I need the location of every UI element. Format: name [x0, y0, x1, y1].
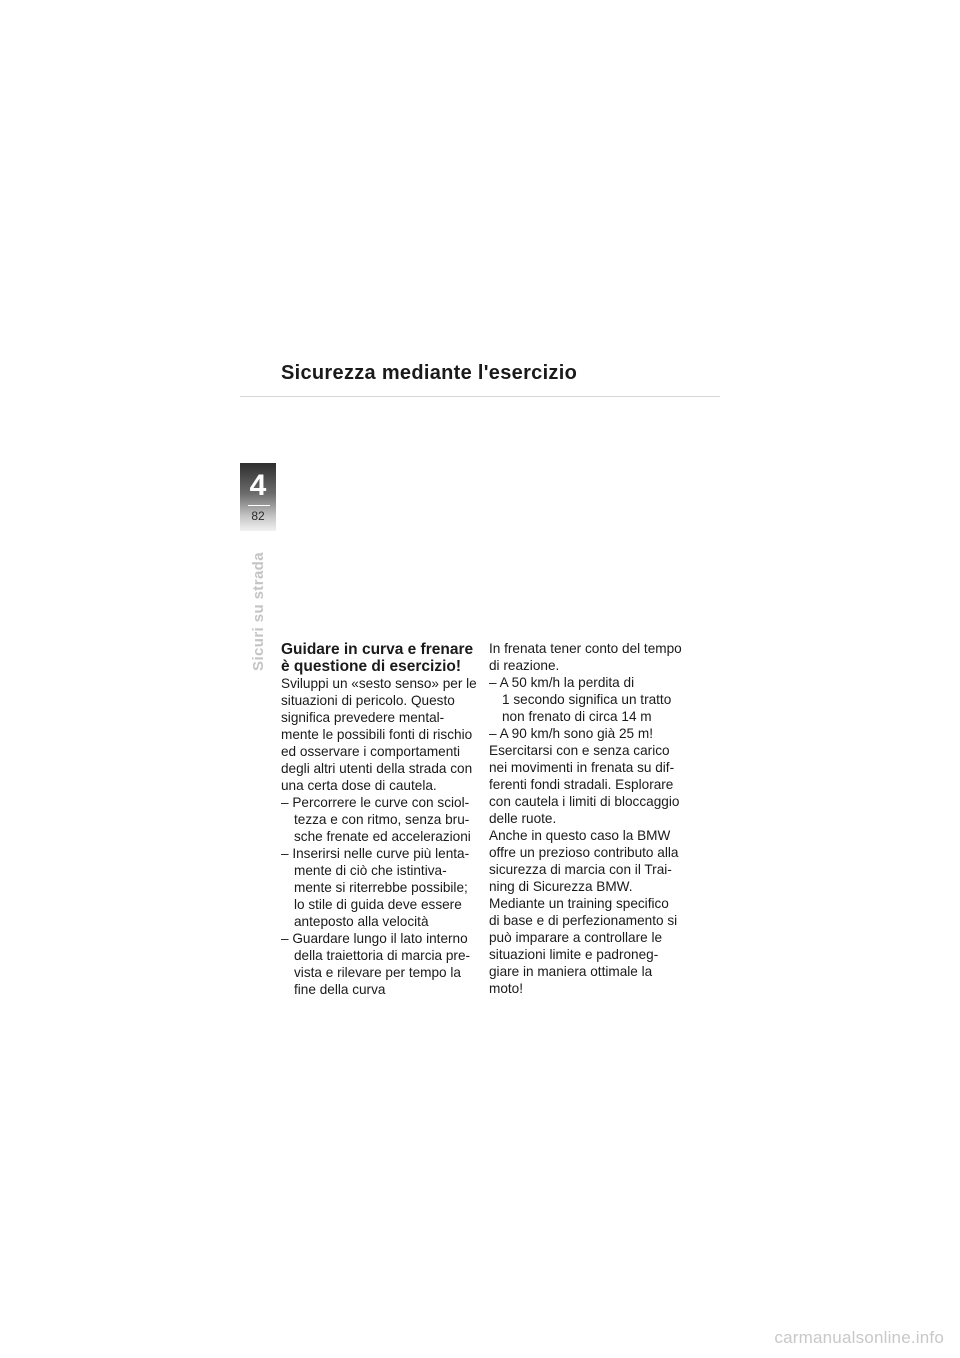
- section-heading: [281, 641, 481, 675]
- chapter-tab: [240, 463, 276, 531]
- list-item-first-line: – Percorrere le curve con sciol-: [281, 795, 470, 810]
- right-column: [489, 640, 689, 997]
- list-item-line: lo stile di guida deve essere: [294, 897, 462, 912]
- list-item: [281, 845, 481, 930]
- text-line: di base e di perfezionamento si: [489, 913, 678, 928]
- list-item: [281, 794, 481, 845]
- list-item-line: mente si riterrebbe possibile;: [294, 880, 468, 895]
- text-line: con cautela i limiti di bloccaggio: [489, 794, 680, 809]
- text-line: non frenato di circa 14 m: [502, 709, 652, 724]
- chapter-divider: [248, 505, 270, 506]
- text-line: situazioni limite e padroneg-: [489, 947, 659, 962]
- list-item-first-line: – Inserirsi nelle curve più lenta-: [281, 846, 470, 861]
- text-line: di reazione.: [489, 658, 560, 673]
- list-item-line: vista e rilevare per tempo la: [294, 965, 461, 980]
- list-item-line: sche frenate ed accelerazioni: [294, 829, 471, 844]
- list-item-first-line: – Guardare lungo il lato interno: [281, 931, 468, 946]
- title-divider: [240, 396, 720, 397]
- list-item-line: anteposto alla velocità: [294, 914, 429, 929]
- text-line: 1 secondo significa un tratto: [502, 692, 672, 707]
- text-line: ed osservare i comportamenti: [281, 744, 461, 759]
- watermark: carmanualsonline.info: [774, 1328, 944, 1347]
- text-line: mente le possibili fonti di rischio: [281, 727, 473, 742]
- left-column: [281, 640, 481, 998]
- list-item-line: fine della curva: [294, 982, 386, 997]
- text-line: Esercitarsi con e senza carico: [489, 743, 670, 758]
- text-line: delle ruote.: [489, 811, 557, 826]
- list-item: [281, 930, 481, 998]
- text-line: Anche in questo caso la BMW: [489, 828, 671, 843]
- text-line: può imparare a controllare le: [489, 930, 663, 945]
- text-line: ferenti fondi stradali. Esplorare: [489, 777, 674, 792]
- text-line: – A 50 km/h la perdita di: [489, 675, 635, 690]
- section-side-label: Sicuri su strada: [250, 552, 267, 671]
- text-line: sicurezza di marcia con il Trai-: [489, 862, 672, 877]
- text-line: nei movimenti in frenata su dif-: [489, 760, 675, 775]
- text-line: significa prevedere mental-: [281, 710, 445, 725]
- list-item-line: della traiettoria di marcia pre-: [294, 948, 471, 963]
- text-line: situazioni di pericolo. Questo: [281, 693, 455, 708]
- text-line: giare in maniera ottimale la: [489, 964, 653, 979]
- text-line: offre un prezioso contributo alla: [489, 845, 679, 860]
- heading-line: Guidare in curva e frenare: [281, 641, 474, 658]
- intro-paragraph: [281, 675, 481, 794]
- chapter-number: 4: [249, 469, 267, 502]
- list-item-line: mente di ciò che istintiva-: [294, 863, 447, 878]
- text-line: degli altri utenti della strada con: [281, 761, 473, 776]
- text-line: una certa dose di cautela.: [281, 778, 437, 793]
- page-title: Sicurezza mediante l'esercizio: [281, 362, 578, 384]
- text-line: moto!: [489, 981, 523, 996]
- bullet-list: [281, 794, 481, 998]
- text-line: In frenata tener conto del tempo: [489, 641, 682, 656]
- text-line: – A 90 km/h sono già 25 m!: [489, 726, 653, 741]
- list-item-line: tezza e con ritmo, senza bru-: [294, 812, 470, 827]
- heading-line: è questione di esercizio!: [281, 658, 462, 675]
- page-number: 82: [251, 509, 265, 523]
- text-line: Sviluppi un «sesto senso» per le: [281, 676, 477, 691]
- text-line: Mediante un training specifico: [489, 896, 669, 911]
- text-line: ning di Sicurezza BMW.: [489, 879, 633, 894]
